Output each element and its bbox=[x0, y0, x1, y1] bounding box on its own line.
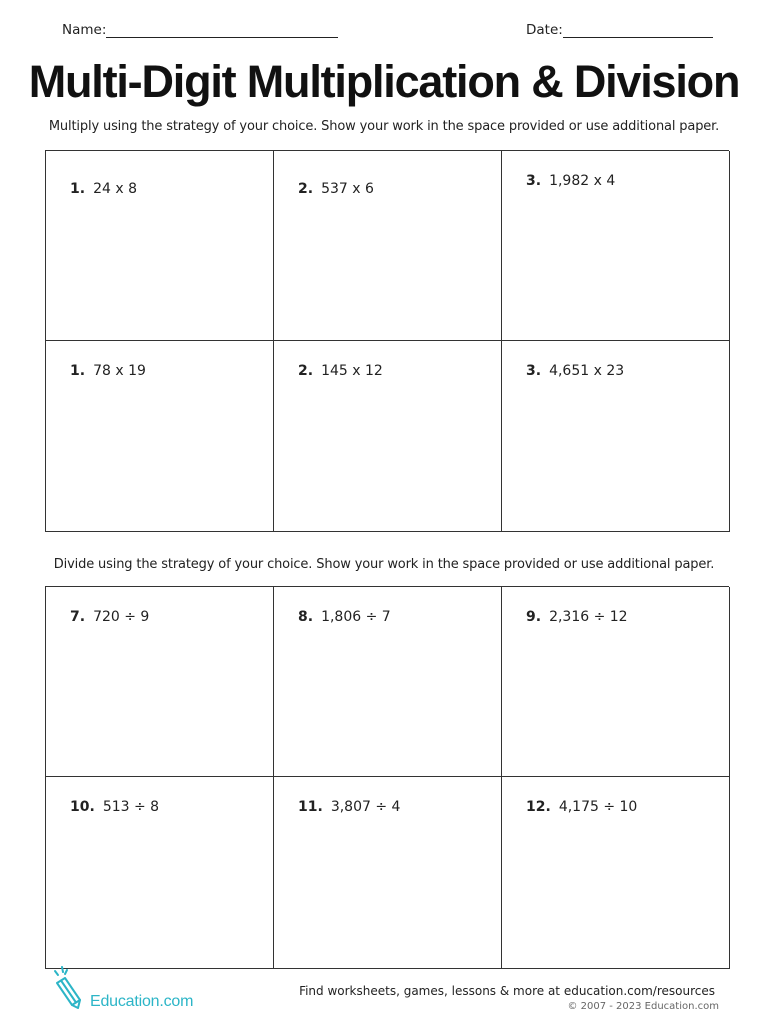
date-field[interactable] bbox=[526, 22, 713, 38]
footer-copyright: © 2007 - 2023 Education.com bbox=[567, 1001, 719, 1012]
problem-cell[interactable] bbox=[274, 151, 502, 341]
problem-number: 8. bbox=[298, 609, 314, 625]
name-label: Name: bbox=[62, 22, 107, 38]
problem bbox=[70, 799, 159, 815]
problem-cell[interactable] bbox=[502, 587, 730, 777]
problem-expression: 1,982 x 4 bbox=[549, 173, 616, 189]
problem-number: 3. bbox=[526, 363, 542, 379]
problem-cell[interactable] bbox=[502, 777, 730, 969]
footer-tagline[interactable]: Find worksheets, games, lessons & more at education.com/resources bbox=[299, 984, 715, 998]
pencil-paper-icon bbox=[52, 966, 88, 1010]
problem-expression: 4,175 ÷ 10 bbox=[558, 799, 638, 815]
problem bbox=[70, 609, 149, 625]
problem-number: 12. bbox=[526, 799, 551, 815]
problem-cell[interactable] bbox=[274, 587, 502, 777]
problem bbox=[70, 363, 146, 379]
logo-text: Education.com bbox=[90, 993, 194, 1010]
problem-expression: 2,316 ÷ 12 bbox=[549, 609, 628, 625]
problem-expression: 513 ÷ 8 bbox=[102, 799, 160, 815]
multiplication-instructions: Multiply using the strategy of your choice. Show your work in the space provided or use additional paper. bbox=[48, 119, 720, 134]
problem-number: 7. bbox=[70, 609, 86, 625]
division-problem-grid bbox=[45, 586, 729, 969]
problem-expression: 145 x 12 bbox=[321, 363, 383, 379]
date-blank-line[interactable] bbox=[563, 23, 713, 38]
education-com-logo[interactable] bbox=[52, 966, 202, 1012]
problem-number: 3. bbox=[526, 173, 542, 189]
multiplication-problem-grid bbox=[45, 150, 729, 532]
problem-number: 1. bbox=[70, 181, 86, 197]
date-label: Date: bbox=[526, 22, 563, 38]
problem-expression: 1,806 ÷ 7 bbox=[321, 609, 391, 625]
problem bbox=[526, 173, 615, 189]
problem bbox=[298, 799, 400, 815]
problem bbox=[70, 181, 137, 197]
problem bbox=[526, 363, 624, 379]
problem-number: 2. bbox=[298, 181, 314, 197]
problem bbox=[298, 181, 374, 197]
problem-cell[interactable] bbox=[502, 341, 730, 532]
problem bbox=[298, 363, 383, 379]
problem-number: 2. bbox=[298, 363, 314, 379]
problem-number: 9. bbox=[526, 609, 542, 625]
problem-cell[interactable] bbox=[46, 777, 274, 969]
worksheet-title: Multi-Digit Multiplication & Division bbox=[28, 56, 740, 107]
problem-cell[interactable] bbox=[46, 151, 274, 341]
problem bbox=[526, 799, 637, 815]
division-instructions: Divide using the strategy of your choice. Show your work in the space provided or use additional paper. bbox=[53, 557, 715, 572]
problem-expression: 4,651 x 23 bbox=[549, 363, 625, 379]
problem-cell[interactable] bbox=[274, 341, 502, 532]
problem-number: 10. bbox=[70, 799, 95, 815]
problem bbox=[298, 609, 391, 625]
problem-expression: 537 x 6 bbox=[321, 181, 374, 197]
problem-cell[interactable] bbox=[502, 151, 730, 341]
problem-expression: 3,807 ÷ 4 bbox=[330, 799, 401, 815]
problem-expression: 78 x 19 bbox=[93, 363, 146, 379]
problem-cell[interactable] bbox=[274, 777, 502, 969]
name-field[interactable] bbox=[62, 22, 338, 38]
problem-cell[interactable] bbox=[46, 587, 274, 777]
problem-number: 1. bbox=[70, 363, 86, 379]
name-blank-line[interactable] bbox=[106, 23, 338, 38]
problem-number: 11. bbox=[298, 799, 323, 815]
problem bbox=[526, 609, 628, 625]
problem-cell[interactable] bbox=[46, 341, 274, 532]
problem-expression: 720 ÷ 9 bbox=[93, 609, 150, 625]
problem-expression: 24 x 8 bbox=[93, 181, 137, 197]
